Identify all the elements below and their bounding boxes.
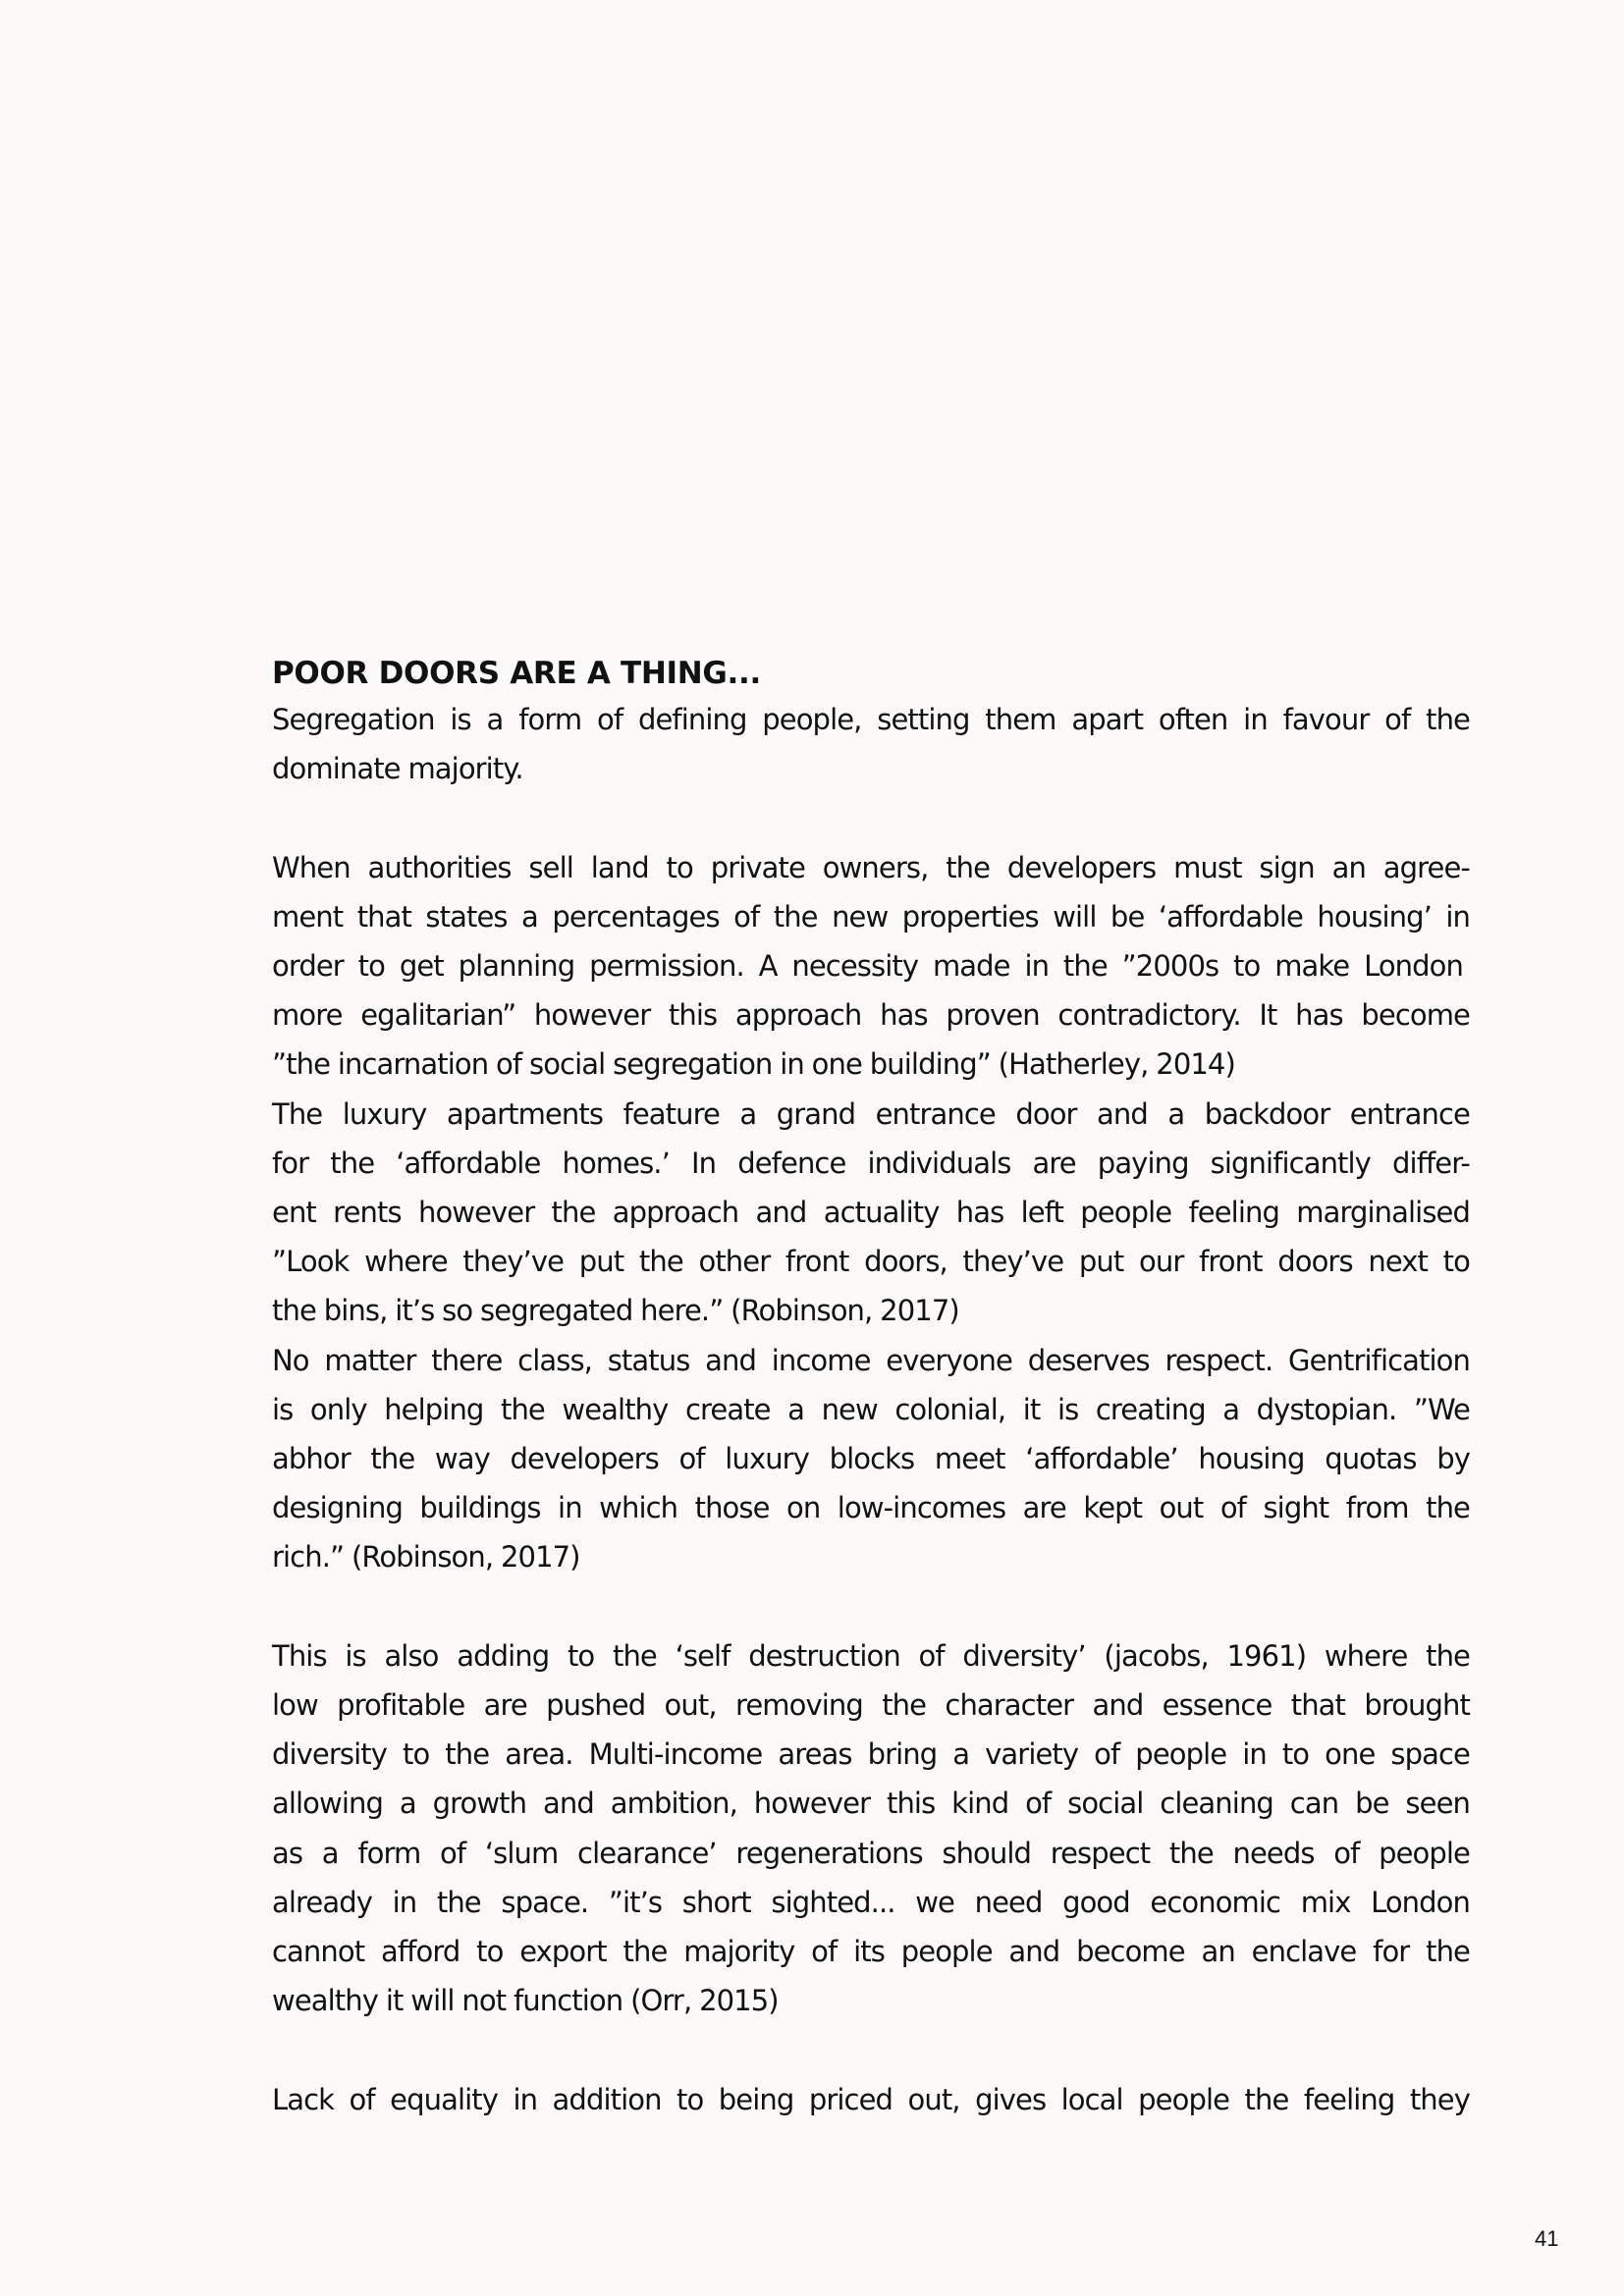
text-line: low profitable are pushed out, removing the character and essence that brought xyxy=(272,1688,1470,1723)
text-line: is only helping the wealthy create a new colonial, it is creating a dystopian. ”We xyxy=(272,1392,1470,1426)
text-line: order to get planning permission. A necessity made in the ”2000s to make London xyxy=(272,949,1463,983)
text-line: as a form of ‘slum clearance’ regenerations should respect the needs of people xyxy=(272,1836,1470,1870)
body-text xyxy=(272,695,1470,2124)
section-heading: POOR DOORS ARE A THING... xyxy=(272,656,761,691)
paragraph-1 xyxy=(272,695,1470,793)
text-line: diversity to the area. Multi-income areas bring a variety of people in to one space xyxy=(272,1737,1470,1772)
page-content xyxy=(272,652,1470,2124)
text-line: cannot afford to export the majority of its people and become an enclave for the xyxy=(272,1935,1470,1969)
text-line: ment that states a percentages of the new properties will be ‘affordable housing’ in xyxy=(272,899,1470,934)
text-line: When authorities sell land to private owners, the developers must sign an agree- xyxy=(272,850,1470,884)
paragraph-3 xyxy=(272,1090,1470,1336)
text-line: more egalitarian” however this approach has proven contradictory. It has become xyxy=(272,998,1470,1033)
paragraph-5 xyxy=(272,1631,1470,2026)
text-line: the bins, it’s so segregated here.” (Robinson, 2017) xyxy=(272,1294,959,1328)
page-number: 41 xyxy=(1535,2226,1559,2251)
text-line: No matter there class, status and income everyone deserves respect. Gentrification xyxy=(272,1343,1470,1377)
text-line: designing buildings in which those on low-incomes are kept out of sight from the xyxy=(272,1491,1470,1525)
text-line: ent rents however the approach and actuality has left people feeling marginalised xyxy=(272,1196,1470,1230)
text-line: allowing a growth and ambition, however this kind of social cleaning can be seen xyxy=(272,1787,1470,1821)
text-line: abhor the way developers of luxury blocks meet ‘affordable’ housing quotas by xyxy=(272,1442,1470,1476)
text-line: for the ‘affordable homes.’ In defence individuals are paying significantly differ- xyxy=(272,1146,1470,1180)
text-line: rich.” (Robinson, 2017) xyxy=(272,1540,580,1575)
text-line: The luxury apartments feature a grand entrance door and a backdoor entrance xyxy=(272,1096,1470,1131)
text-line: Segregation is a form of defining people, setting them apart often in favour of the xyxy=(272,703,1470,736)
text-line: dominate majority. xyxy=(272,752,523,786)
text-line: Lack of equality in addition to being priced out, gives local people the feeling they xyxy=(272,2082,1470,2116)
paragraph-4 xyxy=(272,1336,1470,1582)
paragraph-2 xyxy=(272,843,1470,1090)
text-line: already in the space. ”it’s short sighted... we need good economic mix London xyxy=(272,1885,1470,1919)
text-line: ”the incarnation of social segregation in one building” (Hatherley, 2014) xyxy=(272,1047,1235,1082)
text-line: This is also adding to the ‘self destruction of diversity’ (jacobs, 1961) where the xyxy=(272,1638,1470,1673)
paragraph-6 xyxy=(272,2075,1470,2124)
text-line: wealthy it will not function (Orr, 2015) xyxy=(272,1984,779,2018)
text-line: ”Look where they’ve put the other front doors, they’ve put our front doors next to xyxy=(272,1245,1470,1279)
